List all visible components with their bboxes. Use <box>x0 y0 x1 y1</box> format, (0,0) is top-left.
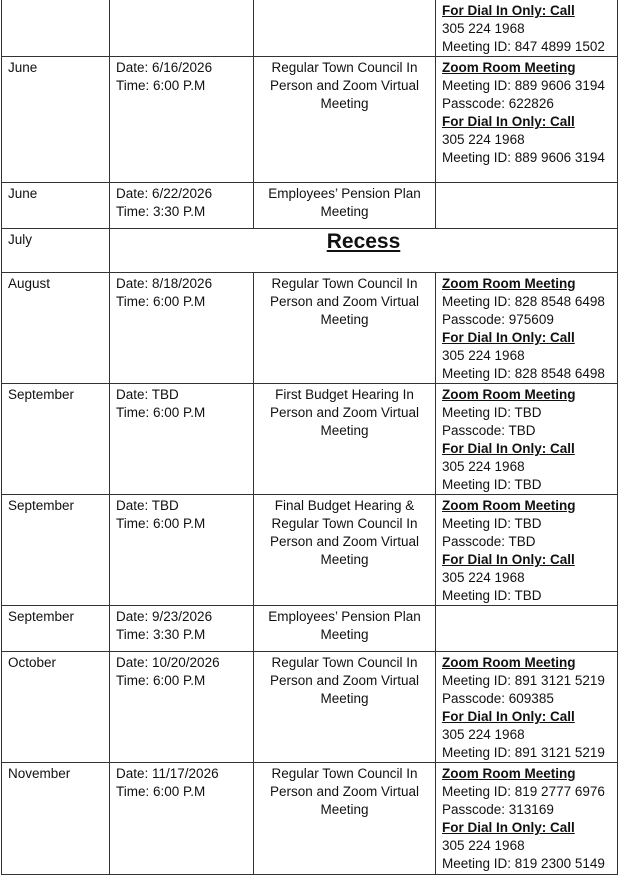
table-row <box>2 606 618 652</box>
dial-in-phone: 305 224 1968 <box>442 727 525 742</box>
dial-in-meeting-id: Meeting ID: 819 2300 5149 <box>442 856 605 871</box>
dial-in-phone: 305 224 1968 <box>442 348 525 363</box>
zoom-meeting-id: Meeting ID: TBD <box>442 516 542 531</box>
month-cell <box>2 606 110 652</box>
zoom-passcode: Passcode: 975609 <box>442 312 554 327</box>
date-time-cell <box>110 652 254 763</box>
zoom-info-cell <box>436 183 618 229</box>
zoom-room-heading: Zoom Room Meeting <box>442 655 576 670</box>
meeting-time: Time: 6:00 P.M <box>116 294 206 309</box>
month: October <box>8 655 57 670</box>
month-cell <box>2 652 110 763</box>
dial-in-meeting-id: Meeting ID: 847 4899 1502 <box>442 39 605 54</box>
zoom-meeting-id: Meeting ID: 828 8548 6498 <box>442 294 605 309</box>
dial-in-heading: For Dial In Only: Call <box>442 3 575 18</box>
zoom-room-heading: Zoom Room Meeting <box>442 60 576 75</box>
description-cell <box>254 0 436 57</box>
zoom-info-cell <box>436 273 618 384</box>
dial-in-heading: For Dial In Only: Call <box>442 552 575 567</box>
dial-in-heading: For Dial In Only: Call <box>442 820 575 835</box>
dial-in-meeting-id: Meeting ID: TBD <box>442 588 542 603</box>
zoom-room-heading: Zoom Room Meeting <box>442 498 576 513</box>
description-cell <box>254 183 436 229</box>
meeting-description: Employees’ Pension Plan Meeting <box>268 186 421 219</box>
dial-in-heading: For Dial In Only: Call <box>442 709 575 724</box>
month: June <box>8 60 38 75</box>
meeting-date: Date: 6/22/2026 <box>116 186 213 201</box>
month-cell <box>2 384 110 495</box>
dial-in-phone: 305 224 1968 <box>442 459 525 474</box>
month: June <box>8 186 38 201</box>
dial-in-heading: For Dial In Only: Call <box>442 330 575 345</box>
meeting-time: Time: 6:00 P.M <box>116 78 206 93</box>
dial-in-phone: 305 224 1968 <box>442 838 525 853</box>
dial-in-phone: 305 224 1968 <box>442 570 525 585</box>
zoom-info-cell <box>436 0 618 57</box>
dial-in-meeting-id: Meeting ID: 889 9606 3194 <box>442 150 605 165</box>
recess-label: Recess <box>326 230 401 253</box>
zoom-passcode: Passcode: 313169 <box>442 802 554 817</box>
month-cell <box>2 183 110 229</box>
meeting-time: Time: 3:30 P.M <box>116 204 206 219</box>
meeting-time: Time: 6:00 P.M <box>116 405 206 420</box>
month-cell <box>2 0 110 57</box>
zoom-passcode: Passcode: TBD <box>442 423 536 438</box>
dial-in-meeting-id: Meeting ID: 891 3121 5219 <box>442 745 605 760</box>
meeting-date: Date: 9/23/2026 <box>116 609 213 624</box>
meeting-description: Regular Town Council In Person and Zoom Virtual Meeting <box>269 766 420 817</box>
meeting-date: Date: 8/18/2026 <box>116 276 213 291</box>
description-cell <box>254 57 436 183</box>
meeting-description: Regular Town Council In Person and Zoom Virtual Meeting <box>269 276 420 327</box>
month: September <box>8 498 75 513</box>
table-row <box>2 495 618 606</box>
zoom-meeting-id: Meeting ID: 889 9606 3194 <box>442 78 605 93</box>
zoom-info-cell <box>436 384 618 495</box>
zoom-info-cell <box>436 652 618 763</box>
dial-in-phone: 305 224 1968 <box>442 132 525 147</box>
zoom-meeting-id: Meeting ID: 819 2777 6976 <box>442 784 605 799</box>
description-cell <box>254 763 436 875</box>
description-cell <box>254 606 436 652</box>
zoom-meeting-id: Meeting ID: TBD <box>442 405 542 420</box>
table-row <box>2 652 618 763</box>
description-cell <box>254 273 436 384</box>
month-cell <box>2 229 110 273</box>
date-time-cell <box>110 183 254 229</box>
meeting-time: Time: 6:00 P.M <box>116 673 206 688</box>
table-row <box>2 273 618 384</box>
meeting-time: Time: 3:30 P.M <box>116 627 206 642</box>
meeting-date: Date: 6/16/2026 <box>116 60 213 75</box>
dial-in-meeting-id: Meeting ID: TBD <box>442 477 542 492</box>
zoom-info-cell <box>436 495 618 606</box>
date-time-cell <box>110 606 254 652</box>
date-time-cell <box>110 495 254 606</box>
date-time-cell <box>110 384 254 495</box>
dial-in-phone: 305 224 1968 <box>442 21 525 36</box>
meeting-date: Date: TBD <box>116 387 179 402</box>
zoom-passcode: Passcode: 622826 <box>442 96 554 111</box>
meeting-date: Date: 10/20/2026 <box>116 655 220 670</box>
table-row <box>2 384 618 495</box>
dial-in-heading: For Dial In Only: Call <box>442 441 575 456</box>
meeting-date: Date: TBD <box>116 498 179 513</box>
meeting-date: Date: 11/17/2026 <box>116 766 219 781</box>
table-row <box>2 183 618 229</box>
month: July <box>8 232 33 247</box>
month-cell <box>2 495 110 606</box>
meeting-time: Time: 6:00 P.M <box>116 516 206 531</box>
description-cell <box>254 495 436 606</box>
zoom-meeting-id: Meeting ID: 891 3121 5219 <box>442 673 605 688</box>
zoom-room-heading: Zoom Room Meeting <box>442 766 576 781</box>
zoom-room-heading: Zoom Room Meeting <box>442 387 576 402</box>
date-time-cell <box>110 57 254 183</box>
recess-cell <box>110 229 618 273</box>
meeting-description: Regular Town Council In Person and Zoom Virtual Meeting <box>269 60 420 111</box>
zoom-info-cell <box>436 57 618 183</box>
table-row <box>2 763 618 875</box>
table-row <box>2 0 618 57</box>
table-row <box>2 229 618 273</box>
dial-in-meeting-id: Meeting ID: 828 8548 6498 <box>442 366 605 381</box>
month-cell <box>2 57 110 183</box>
month: September <box>8 387 75 402</box>
date-time-cell <box>110 763 254 875</box>
zoom-info-cell <box>436 606 618 652</box>
meeting-description: Final Budget Hearing & Regular Town Council In Person and Zoom Virtual Meeting <box>269 498 420 567</box>
meeting-description: Regular Town Council In Person and Zoom Virtual Meeting <box>269 655 420 706</box>
date-time-cell <box>110 0 254 57</box>
month-cell <box>2 763 110 875</box>
meeting-description: First Budget Hearing In Person and Zoom Virtual Meeting <box>269 387 420 438</box>
meeting-schedule-table <box>1 0 618 875</box>
zoom-passcode: Passcode: TBD <box>442 534 536 549</box>
month: September <box>8 609 75 624</box>
dial-in-heading: For Dial In Only: Call <box>442 114 575 129</box>
table-row <box>2 57 618 183</box>
meeting-description: Employees’ Pension Plan Meeting <box>268 609 421 642</box>
zoom-passcode: Passcode: 609385 <box>442 691 554 706</box>
month: November <box>8 766 71 781</box>
description-cell <box>254 652 436 763</box>
zoom-info-cell <box>436 763 618 875</box>
zoom-room-heading: Zoom Room Meeting <box>442 276 576 291</box>
month-cell <box>2 273 110 384</box>
month: August <box>8 276 51 291</box>
description-cell <box>254 384 436 495</box>
date-time-cell <box>110 273 254 384</box>
meeting-time: Time: 6:00 P.M <box>116 784 206 799</box>
